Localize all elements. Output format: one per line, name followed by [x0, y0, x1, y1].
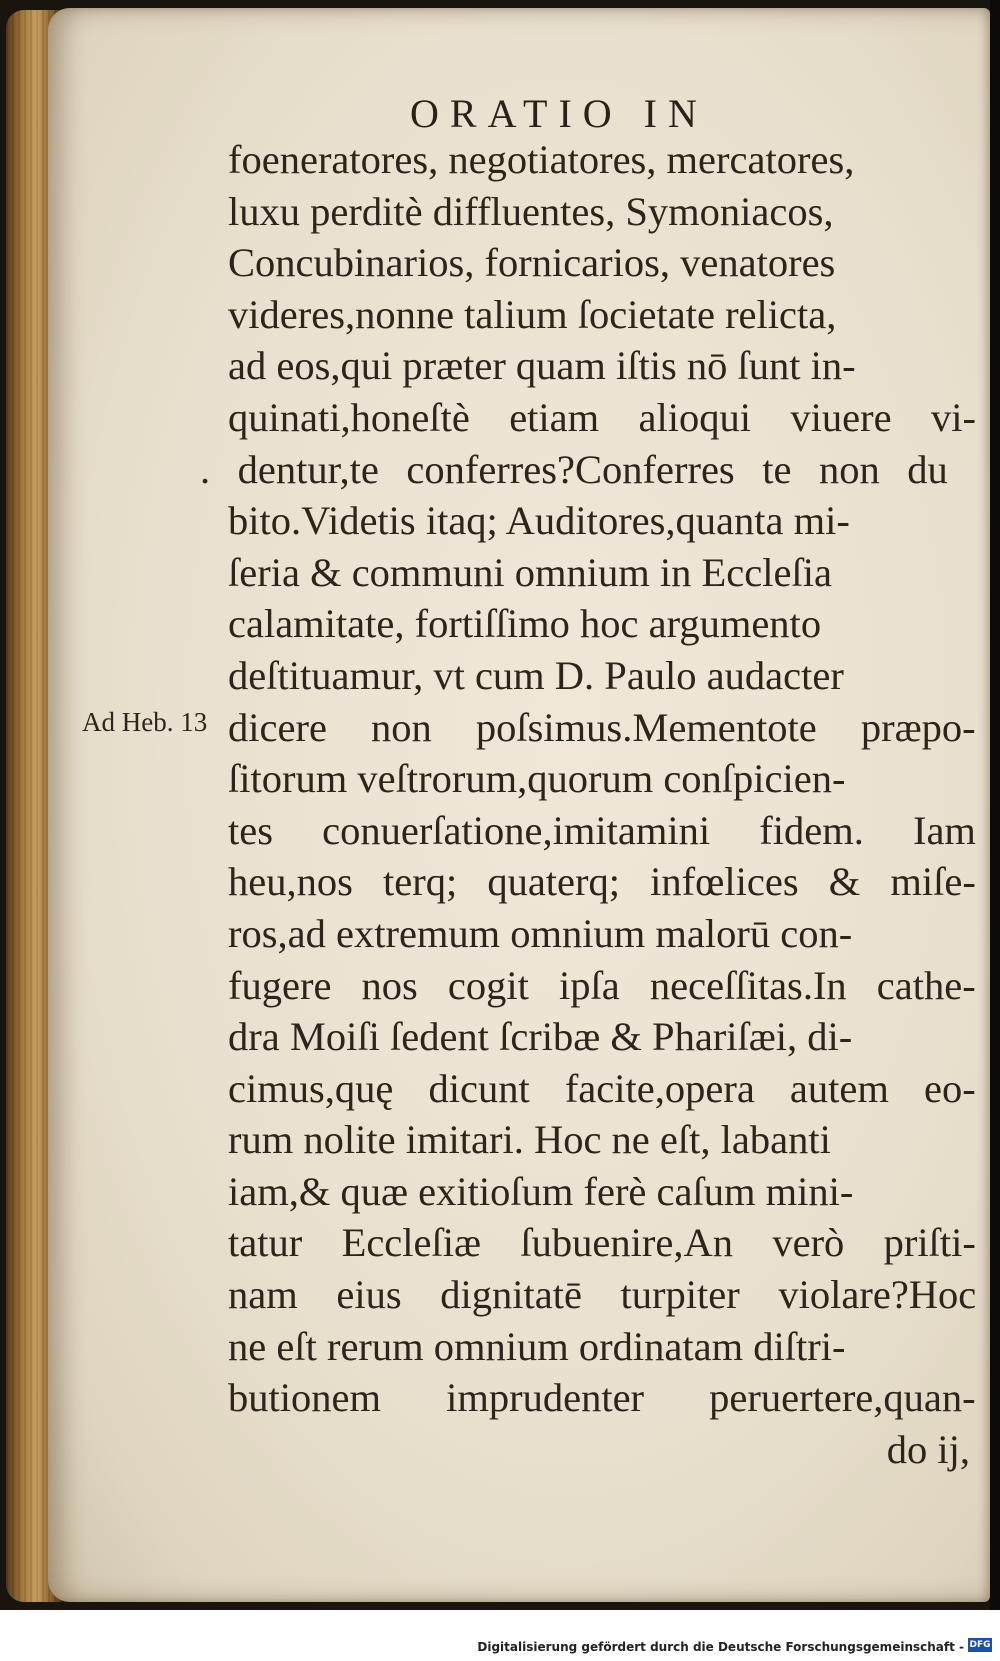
- text-line: fugere nos cogit ipſa neceſſitas.In cathe-: [228, 962, 976, 1008]
- text-line: dra Moiſi ſedent ſcribæ & Phariſæi, di-: [228, 1014, 853, 1060]
- text-line: cimus,quę dicunt facite,opera autem eo-: [228, 1065, 976, 1111]
- text-line: tatur Eccleſiæ ſubuenire,An verò priſti-: [228, 1220, 976, 1266]
- text-line: dicere non poſsimus.Mementote præpo-: [228, 704, 976, 750]
- marginal-note: Ad Heb. 13: [82, 707, 208, 737]
- text-line: nam eius dignitatē turpiter violare?Hoc: [228, 1272, 977, 1318]
- text-line: luxu perditè diffluentes, Symoniacos,: [228, 188, 834, 234]
- text-line: rum nolite imitari. Hoc ne eſt, labanti: [228, 1117, 831, 1163]
- digitization-credit: Digitalisierung gefördert durch die Deutsche Forschungsgemeinschaft -: [477, 1640, 964, 1654]
- text-line: ſeria & communi omnium in Eccleſia: [228, 549, 832, 595]
- text-line: videres,nonne talium ſocietate relicta,: [228, 291, 837, 337]
- text-line: bito.Videtis itaq; Auditores,quanta mi-: [228, 498, 850, 544]
- text-line: quinati,honeſtè etiam alioqui viuere vi-: [228, 394, 976, 440]
- text-line: ros,ad extremum omnium malorū con-: [228, 910, 853, 956]
- text-line: ad eos,qui præter quam iſtis nō ſunt in-: [228, 343, 856, 389]
- text-line: deſtituamur, vt cum D. Paulo audacter: [228, 652, 844, 698]
- text-line: calamitate, fortiſſimo hoc argumento: [228, 601, 822, 647]
- catchword: do ij,: [886, 1426, 970, 1472]
- text-line: ne eſt rerum omnium ordinatam diſtri-: [228, 1323, 846, 1369]
- running-head: ORATIO IN: [410, 91, 708, 136]
- text-line: tes conuerſatione,imitamini fidem. Iam: [228, 807, 976, 853]
- scan-border: [990, 0, 1000, 1610]
- text-line: heu,nos terq; quaterq; infœlices & miſe-: [228, 859, 976, 905]
- text-line: ſitorum veſtrorum,quorum conſpicien-: [228, 756, 846, 802]
- text-line: butionem imprudenter peruertere,quan-: [228, 1375, 976, 1421]
- text-line: iam,& quæ exitioſum ferè caſum mini-: [228, 1168, 854, 1214]
- text-line: foeneratores, negotiatores, mercatores,: [228, 137, 855, 182]
- body-text: [200, 134, 977, 1475]
- dfg-logo: DFG: [969, 1640, 991, 1650]
- text-line: Concubinarios, fornicarios, venatores: [228, 240, 836, 286]
- text-line: . dentur,te conferres?Conferres te non du: [200, 446, 948, 492]
